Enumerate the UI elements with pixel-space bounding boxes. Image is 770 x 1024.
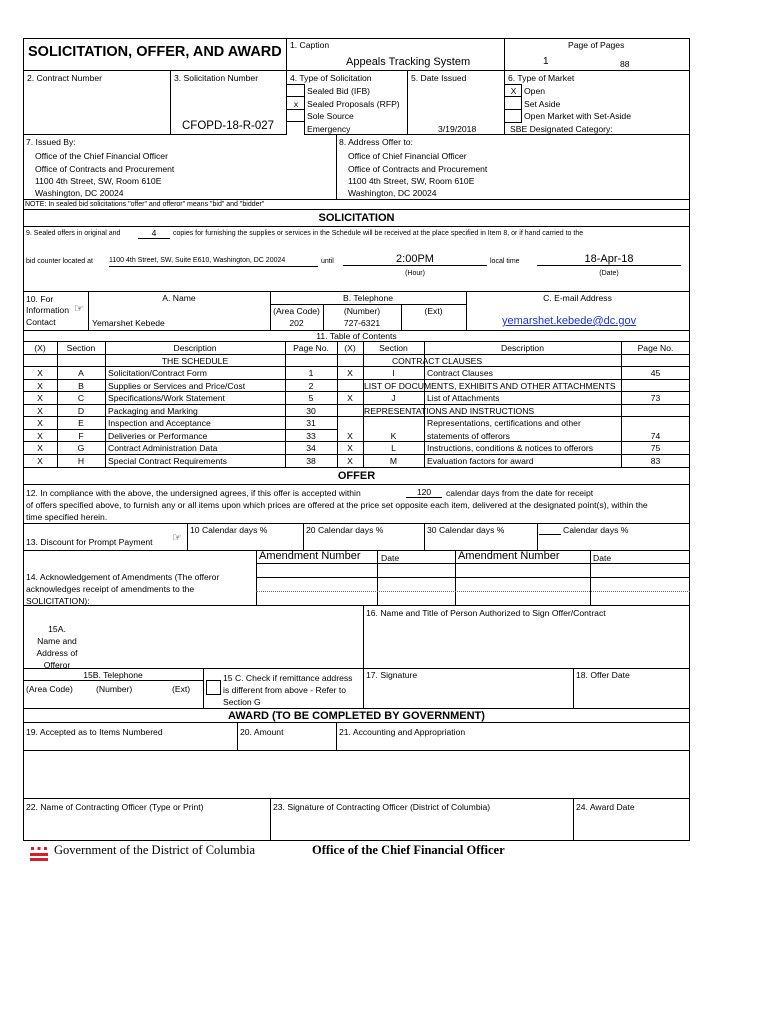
amount-label: 20. Amount [240,727,284,737]
total-pages: 88 [620,59,630,69]
toc-section: F [78,431,84,441]
toc-x: X [37,418,43,428]
telephone-label: 15B. Telephone [83,670,143,680]
toc-page: 75 [650,443,661,453]
bid-counter-label: bid counter located at [26,258,93,265]
amendment-date-header: Date [593,553,612,563]
sbe-category-label: SBE Designated Category: [510,124,613,134]
type-check-rfp[interactable]: x [293,99,299,109]
acknowledgement-text: 14. Acknowledgement of Amendments (The offeror [26,572,220,582]
amendment-number-header: Amendment Number [458,550,560,562]
signature-label: 17. Signature [366,670,418,680]
toc-x: X [347,456,353,466]
date-issued-label: 5. Date Issued [411,73,467,83]
toc-page: 5 [308,393,314,403]
toc-page: 38 [306,456,316,466]
toc-page: 31 [306,418,316,428]
discount-days-blank[interactable] [539,534,561,535]
toc-col-description: Description [501,343,544,353]
toc-description: Packaging and Marking [108,406,198,416]
acknowledgement-text: acknowledges receipt of amendments to the [26,584,195,594]
address-offer-line: Washington, DC 20024 [348,188,437,198]
amendment-number-header: Amendment Number [259,550,361,562]
footer-government: Government of the District of Columbia [54,843,256,857]
toc-section: C [77,393,85,403]
offeror-label: Name and [37,636,77,646]
date-caption: (Date) [599,270,619,277]
toc-x: X [37,368,43,378]
contact-name: Yemarshet Kebede [92,318,165,328]
dc-flag-icon [30,847,48,861]
remittance-checkbox[interactable] [206,680,221,695]
toc-col-page: Page No. [293,343,329,353]
toc-description: Supplies or Services and Price/Cost [108,381,246,391]
toc-part-heading: CONTRACT CLAUSES [391,356,483,366]
toc-section: B [78,381,84,391]
award-heading: AWARD (TO BE COMPLETED BY GOVERNMENT) [228,710,485,722]
discount-30-days[interactable]: 30 Calendar days % [427,525,505,535]
pointing-hand-icon: ☞ [74,303,84,315]
toc-section: G [77,443,85,453]
contact-label-3: Contact [26,317,56,327]
toc-x: X [37,456,43,466]
offeror-label: Address of [36,648,78,658]
solicitation-number-label: 3. Solicitation Number [174,73,259,83]
toc-x: X [37,381,43,391]
footer-office: Office of the Chief Financial Officer [312,843,505,857]
hour-caption: (Hour) [405,270,425,277]
offer-text-12d: time specified herein. [26,512,108,522]
toc-description: Solicitation/Contract Form [108,368,207,378]
form-title: SOLICITATION, OFFER, AND AWARD [28,44,282,60]
phone-number: 727-6321 [343,318,381,328]
toc-part-heading: LIST OF DOCUMENTS, EXHIBITS AND OTHER ATTACHMENTS [364,381,616,391]
toc-section: L [391,443,396,453]
toc-col-x: (X) [34,343,46,353]
toc-description: Special Contract Requirements [108,456,227,466]
address-offer-line: Office of Chief Financial Officer [348,151,467,161]
contract-number-label: 2. Contract Number [27,73,102,83]
sealed-offers-text-a: 9. Sealed offers in original and [26,230,121,237]
toc-description: List of Attachments [427,393,500,403]
type-label-rfp: Sealed Proposals (RFP) [307,99,400,109]
acknowledgement-text: SOLICITATION): [26,596,90,606]
toc-x: X [37,393,43,403]
pointing-hand-icon: ☞ [172,532,182,544]
discount-10-days[interactable]: 10 Calendar days % [190,525,268,535]
page-number: 1 [543,56,549,67]
contracting-officer-name-label: 22. Name of Contracting Officer (Type or Print) [26,802,204,812]
type-label-emergency: Emergency [307,124,351,134]
toc-section: I [392,368,395,378]
address-offer-line: Office of Contracts and Procurement [348,164,488,174]
issued-by-line: 1100 4th Street, SW, Room 610E [35,176,162,186]
date-issued: 3/19/2018 [438,124,477,134]
contact-label-2: Information [26,305,69,315]
toc-section: A [78,368,84,378]
offeror-label: 15A. [48,624,66,634]
issued-by-line: Washington, DC 20024 [35,188,124,198]
toc-page: 30 [306,406,316,416]
offeror-label: Offeror [43,660,71,670]
toc-x: X [37,431,43,441]
amendment-date-header: Date [381,553,400,563]
authorized-signer-label: 16. Name and Title of Person Authorized to Sign Offer/Contract [366,608,606,618]
toc-page: 83 [650,456,661,466]
toc-title: 11. Table of Contents [316,331,397,341]
remittance-label: Section G [223,697,261,707]
toc-page: 2 [308,381,314,391]
remittance-label: is different from above - Refer to [223,685,347,695]
toc-section: K [390,431,397,441]
local-time-label: local time [490,258,520,265]
discount-20-days[interactable]: 20 Calendar days % [306,525,384,535]
toc-page: 45 [650,368,661,378]
toc-x: X [37,443,43,453]
toc-description: Contract Administration Data [108,443,218,453]
toc-page: 74 [650,431,661,441]
toc-description: Deliveries or Performance [108,431,208,441]
copies-count: 4 [138,228,170,239]
toc-x: X [347,443,353,453]
toc-col-description: Description [173,343,217,353]
offer-heading: OFFER [337,470,376,482]
offer-text-12b: calendar days from the date for receipt [446,488,594,498]
award-date-label: 24. Award Date [576,802,635,812]
toc-col-section: Section [66,343,96,353]
sealed-bid-note: NOTE: In sealed bid solicitations "offer" and offeror" means "bid" and "bidder" [25,201,265,208]
offer-date-label: 18. Offer Date [576,670,630,680]
telephone-header: B. Telephone [342,293,393,303]
market-label-open: Open [524,86,546,96]
offeror-ext: (Ext) [172,684,191,694]
toc-section: M [389,456,398,466]
ext-label: (Ext) [424,306,443,316]
offer-text-12c: of offers specified above, to furnish any or all items upon which prices are offered at the price set opposite each item, delivered at the designated point(s), within the [26,500,648,510]
contracting-officer-signature-label: 23. Signature of Contracting Officer (District of Columbia) [273,802,491,812]
offer-text-12a: 12. In compliance with the above, the undersigned agrees, if this offer is accepted within [26,488,361,498]
toc-description: statements of offerors [427,431,510,441]
toc-page: 34 [306,443,316,453]
accounting-label: 21. Accounting and Appropriation [339,727,466,737]
solicitation-heading: SOLICITATION [318,212,395,224]
toc-col-page: Page No. [637,343,674,353]
toc-description: Instructions, conditions & notices to offerors [427,443,594,453]
address-offer-line: 1100 4th Street, SW, Room 610E [348,176,475,186]
toc-description: Contract Clauses [427,368,493,378]
number-label: (Number) [343,306,381,316]
toc-part-heading: THE SCHEDULE [161,356,229,366]
issued-by-line: Office of the Chief Financial Officer [35,151,168,161]
email-header: C. E-mail Address [543,293,612,303]
toc-section: D [77,406,85,416]
type-label-ifb: Sealed Bid (IFB) [307,86,371,96]
solicitation-number: CFOPD-18-R-027 [182,120,275,132]
market-label-set-aside: Set Aside [524,99,561,109]
until-label: until [321,258,334,265]
page-of-pages-label: Page of Pages [568,40,625,50]
offeror-area-code: (Area Code) [26,684,73,694]
toc-col-x: (X) [344,343,356,353]
deadline-hour: 2:00PM [343,253,487,266]
sealed-offers-text-b: copies for furnishing the supplies or services in the Schedule will be received at the place specified in Item 8, or if hand carried to the [173,230,584,237]
toc-col-section: Section [379,343,408,353]
market-check-open[interactable]: X [510,86,517,96]
area-code: 202 [289,318,304,328]
contact-label-1: 10. For [26,294,54,304]
bid-counter-location: 1100 4th Street, SW, Suite E610, Washington, DC 20024 [109,256,318,267]
type-of-solicitation-label: 4. Type of Solicitation [290,73,372,83]
toc-x: X [347,431,353,441]
toc-description: Inspection and Acceptance [108,418,211,428]
accepted-items-label: 19. Accepted as to Items Numbered [26,727,163,737]
toc-page: 33 [306,431,316,441]
toc-description: Representations, certifications and other [427,418,581,428]
toc-section: J [391,393,396,403]
discount-other-days[interactable]: Calendar days % [563,525,629,535]
contact-name-header: A. Name [162,293,196,303]
deadline-date: 18-Apr-18 [537,253,681,266]
toc-x: X [37,406,43,416]
toc-description: Evaluation factors for award [427,456,534,466]
remittance-label: 15 C. Check if remittance address [223,673,353,683]
toc-x: X [347,368,353,378]
type-label-sole-source: Sole Source [307,111,354,121]
market-label-open-set-aside: Open Market with Set-Aside [524,111,631,121]
toc-page: 73 [650,393,661,403]
caption-label: 1. Caption [290,40,330,50]
issued-by-line: Office of Contracts and Procurement [35,164,175,174]
offeror-number: (Number) [96,684,133,694]
contact-email-link[interactable]: yemarshet.kebede@dc.gov [502,315,637,327]
toc-part-heading: REPRESENTATIONS AND INSTRUCTIONS [364,406,535,416]
address-offer-label: 8. Address Offer to: [339,137,413,147]
toc-x: X [347,393,353,403]
type-of-market-label: 6. Type of Market [508,73,575,83]
caption-value: Appeals Tracking System [346,56,471,68]
toc-description: Specifications/Work Statement [108,393,225,403]
offer-days: 120 [406,487,442,498]
toc-section: H [77,456,85,466]
discount-label: 13. Discount for Prompt Payment [26,537,153,547]
issued-by-label: 7. Issued By: [26,137,76,147]
toc-page: 1 [308,368,314,378]
area-code-label: (Area Code) [273,306,320,316]
toc-section: E [78,418,84,428]
